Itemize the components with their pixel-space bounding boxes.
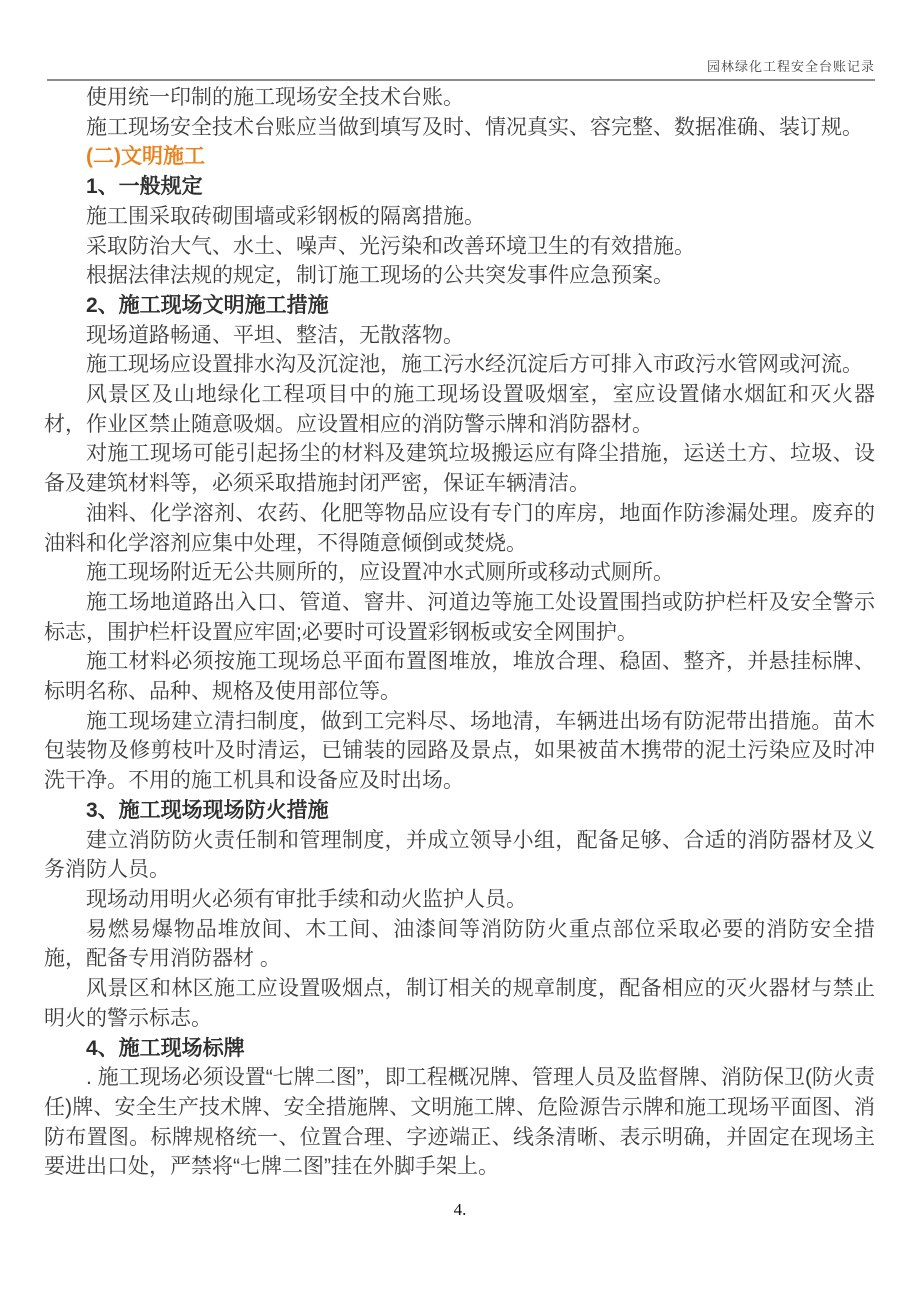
- paragraph: 现场动用明火必须有审批手续和动火监护人员。: [86, 887, 527, 911]
- page-header: [47, 56, 875, 81]
- header-rule: [47, 79, 875, 81]
- paragraph: 施工现场应设置排水沟及沉淀池，施工污水经沉淀后方可排入市政污水管网或河流。: [86, 353, 863, 377]
- document-body: [44, 83, 875, 1182]
- paragraph: 采取防治大气、水土、噪声、光污染和改善环境卫生的有效措施。: [86, 234, 695, 258]
- section-heading: 3、施工现场现场防火措施: [86, 798, 329, 822]
- paragraph: 施工材料必须按施工现场总平面布置图堆放，堆放合理、稳固、整齐，并悬挂标牌、标明名称、品种、规格及使用部位等。: [44, 650, 875, 704]
- section-heading: 4、施工现场标牌: [86, 1036, 245, 1060]
- paragraph: 施工围采取砖砌围墙或彩钢板的隔离措施。: [86, 204, 485, 228]
- section-heading-orange: (二)文明施工: [86, 145, 205, 169]
- paragraph: 施工现场附近无公共厕所的，应设置冲水式厕所或移动式厕所。: [86, 561, 674, 585]
- paragraph: 建立消防防火责任制和管理制度，并成立领导小组，配备足够、合适的消防器材及义务消防人员。: [44, 828, 875, 882]
- paragraph: . 施工现场必须设置“七牌二图”，即工程概况牌、管理人员及监督牌、消防保卫(防火责任)牌、安全生产技术牌、安全措施牌、文明施工牌、危险源告示牌和施工现场平面图、消防布置图。标牌规格统一、位置合理、字迹端正、线条清晰、表示明确，并固定在现场主要进出口处，严禁将“七牌二图”挂在外脚手架上。: [44, 1066, 875, 1179]
- page-footer: [0, 1200, 920, 1220]
- paragraph: 使用统一印制的施工现场安全技术台账。: [86, 86, 464, 109]
- paragraph: 现场道路畅通、平坦、整洁，无散落物。: [86, 323, 464, 347]
- paragraph: 对施工现场可能引起扬尘的材料及建筑垃圾搬运应有降尘措施，运送土方、垃圾、设备及建筑材料等，必须采取措施封闭严密，保证车辆清洁。: [44, 442, 875, 496]
- paragraph: 风景区和林区施工应设置吸烟点，制订相关的规章制度，配备相应的灭火器材与禁止明火的警示标志。: [44, 977, 875, 1030]
- paragraph: 施工现场安全技术台账应当做到填写及时、情况真实、容完整、数据准确、装订规。: [86, 115, 863, 139]
- paragraph: 根据法律法规的规定，制订施工现场的公共突发事件应急预案。: [86, 264, 674, 288]
- header-title: 园林绿化工程安全台账记录: [706, 59, 875, 74]
- paragraph: 风景区及山地绿化工程项目中的施工现场设置吸烟室，室应设置储水烟缸和灭火器材，作业区禁止随意吸烟。应设置相应的消防警示牌和消防器材。: [44, 383, 875, 436]
- paragraph: 油料、化学溶剂、农药、化肥等物品应设有专门的库房，地面作防渗漏处理。废弃的油料和化学溶剂应集中处理，不得随意倾倒或焚烧。: [44, 501, 875, 555]
- paragraph: 易燃易爆物品堆放间、木工间、油漆间等消防防火重点部位采取必要的消防安全措施，配备专用消防器材 。: [44, 917, 875, 971]
- section-heading: 1、一般规定: [86, 175, 203, 199]
- section-heading: 2、施工现场文明施工措施: [86, 293, 329, 317]
- page-number: 4.: [453, 1200, 467, 1219]
- paragraph: 施工现场建立清扫制度，做到工完料尽、场地清，车辆进出场有防泥带出措施。苗木包装物及修剪枝叶及时清运，已铺装的园路及景点，如果被苗木携带的泥土污染应及时冲洗干净。不用的施工机具和设备应及时出场。: [44, 709, 875, 793]
- paragraph: 施工场地道路出入口、管道、窨井、河道边等施工处设置围挡或防护栏杆及安全警示标志，围护栏杆设置应牢固;必要时可设置彩钢板或安全网围护。: [44, 590, 875, 644]
